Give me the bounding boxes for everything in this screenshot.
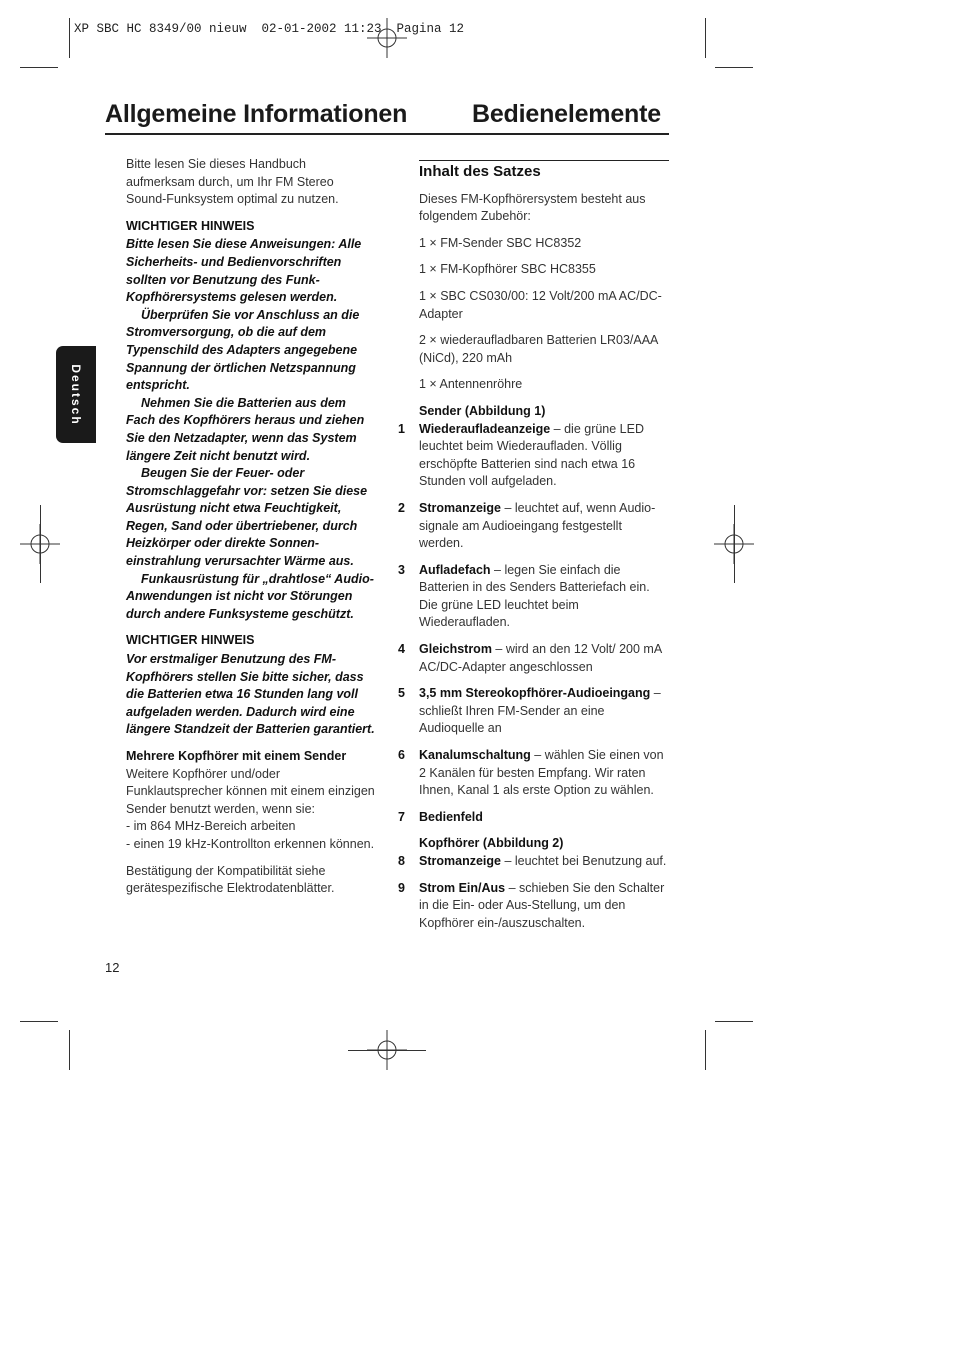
- page-title-left: Allgemeine Informationen: [105, 100, 408, 128]
- item-desc: – wird an den 12 Volt/ 200 mA AC/DC-Adapter angeschlossen: [419, 642, 662, 674]
- print-header: XP SBC HC 8349/00 nieuw 02-01-2002 11:23 Pagina 12: [74, 22, 465, 36]
- item-desc: – die grüne LED leuchtet beim Wiederaufladen. Völlig erschöpfte Batterien sind nach etwa 16 Stunden voll aufgeladen.: [419, 421, 644, 489]
- headphone-item: [398, 880, 669, 933]
- notice1-p3: Nehmen Sie die Batterien aus dem Fach des Kopfhörers heraus und ziehen Sie den Netzadapter, wenn das System längere Zeit nicht benutzt wird.: [126, 395, 365, 463]
- item-desc: – leuchtet bei Benutzung auf.: [500, 854, 667, 868]
- item-term: Kanalumschaltung: [419, 748, 531, 763]
- sender-item: [398, 809, 669, 827]
- headphone-item: [398, 853, 669, 871]
- language-tab: [56, 346, 96, 443]
- multi-bullet: - im 864 MHz-Bereich arbeiten: [126, 819, 296, 834]
- notice1-p2: Überprüfen Sie vor Anschluss an die Stromversorgung, ob die auf dem Typenschild des Adapters angegebene Spannung der örtlichen Netzspannung entspricht.: [126, 307, 360, 393]
- crop-mark: [705, 18, 706, 58]
- crop-mark: [734, 505, 735, 583]
- item-term: Stromanzeige: [419, 854, 501, 868]
- right-column: [398, 163, 669, 941]
- notice2-heading: WICHTIGER HINWEIS: [126, 633, 255, 648]
- notice1-p4: Beugen Sie der Feuer- oder Stromschlaggefahr vor: setzen Sie diese Ausrüstung nicht etwa Feuchtigkeit, Regen, Sand oder übertriebener, durch Heizkörper oder direkte Sonnen-einstrahlung verursachter Wärme aus.: [126, 466, 368, 569]
- notice2-text: Vor erstmaliger Benutzung des FM-Kopfhörers stellen Sie bitte sicher, dass die Batterien etwa 16 Stunden lang voll aufgeladen werden. Dadurch wird eine längere Standzeit der Batterien garantiert.: [126, 652, 375, 737]
- item-term: Bedienfeld: [419, 809, 483, 824]
- page-number: 12: [105, 960, 120, 975]
- crop-mark: [715, 67, 753, 68]
- sender-item: [398, 641, 669, 676]
- left-column: [126, 156, 376, 907]
- crop-mark: [705, 1030, 706, 1070]
- sender-item: [398, 500, 669, 553]
- crop-mark: [348, 1050, 426, 1051]
- item-number: 9: [398, 880, 405, 895]
- crop-mark: [20, 67, 58, 68]
- crop-mark: [69, 18, 70, 58]
- item-number: 6: [398, 748, 405, 763]
- compat-text: Bestätigung der Kompatibilität siehe gerätespezifische Elektrodatenblätter.: [126, 863, 335, 896]
- multi-heading: Mehrere Kopfhörer mit einem Sender: [126, 749, 347, 763]
- item-desc: – schließt Ihren FM-Sender an eine Audioquelle an: [419, 686, 661, 736]
- page-title-right: Bedienelemente: [472, 100, 661, 128]
- item-number: 3: [398, 562, 405, 577]
- item-desc: – legen Sie einfach die Batterien in des Senders Batteriefach ein. Die grüne LED leuchtet beim Wiederaufladen.: [419, 562, 650, 630]
- multi-text: Weitere Kopfhörer und/oder Funklautsprecher können mit einem einzigen Sender benutzt werden, wenn sie:: [126, 766, 375, 816]
- item-desc: – wählen Sie einen von 2 Kanälen für besten Empfang. Wir raten Ihnen, Kanal 1 als erste Option zu wählen.: [419, 748, 664, 798]
- item-term: Stromanzeige: [419, 500, 501, 515]
- notice1-heading: WICHTIGER HINWEIS: [126, 218, 255, 233]
- sender-item: [398, 562, 669, 632]
- contents-item: 1 × FM-Sender SBC HC8352: [419, 235, 582, 250]
- sender-item: [398, 685, 669, 738]
- item-number: 4: [398, 642, 405, 657]
- item-desc: – schieben Sie den Schalter in die Ein- oder Aus-Stellung, um den Kopfhörer ein-/auszuschalten.: [419, 880, 665, 930]
- headphone-heading: Kopfhörer (Abbildung 2): [419, 836, 564, 851]
- notice1-p5: Funkausrüstung für „drahtlose“ Audio-Anwendungen ist nicht vor Störungen durch andere Funksysteme geschützt.: [126, 571, 374, 621]
- contents-heading: Inhalt des Satzes: [419, 163, 541, 180]
- item-number: 5: [398, 686, 405, 701]
- item-number: 2: [398, 500, 405, 515]
- language-tab-label: Deutsch: [69, 363, 83, 426]
- sender-item: [398, 421, 669, 491]
- intro-text: Bitte lesen Sie dieses Handbuch aufmerksam durch, um Ihr FM Stereo Sound-Funksystem optimal zu nutzen.: [126, 157, 339, 207]
- crop-mark: [40, 505, 41, 583]
- contents-item: 2 × wiederaufladbaren Batterien LR03/AAA (NiCd), 220 mAh: [419, 333, 658, 365]
- contents-item: 1 × FM-Kopfhörer SBC HC8355: [419, 262, 596, 277]
- contents-intro: Dieses FM-Kopfhörersystem besteht aus folgendem Zubehör:: [419, 191, 646, 224]
- sender-item: [398, 747, 669, 800]
- item-term: Strom Ein/Aus: [419, 880, 506, 895]
- item-number: 1: [398, 421, 405, 436]
- item-number: 8: [398, 854, 405, 868]
- multi-bullet: - einen 19 kHz-Kontrollton erkennen können.: [126, 836, 375, 851]
- item-term: Wiederaufladeanzeige: [419, 421, 551, 436]
- item-term: Gleichstrom: [419, 642, 492, 657]
- sender-heading: Sender (Abbildung 1): [419, 403, 546, 418]
- item-desc: – leuchtet auf, wenn Audio-signale am Audioeingang festgestellt werden.: [419, 500, 656, 551]
- crop-mark: [69, 1030, 70, 1070]
- item-number: 7: [398, 809, 405, 824]
- registration-mark-icon: [367, 18, 407, 58]
- contents-item: 1 × Antennenröhre: [419, 377, 523, 392]
- crop-mark: [715, 1021, 753, 1022]
- title-rule: [105, 133, 669, 135]
- crop-mark: [20, 1021, 58, 1022]
- section-rule: [419, 160, 669, 161]
- notice1-p1: Bitte lesen Sie diese Anweisungen: Alle Sicherheits- und Bedienvorschriften sollten vor Benutzung des Funk-Kopfhörersystems gelesen werden.: [126, 237, 362, 305]
- item-term: Aufladefach: [419, 562, 491, 577]
- item-term: 3,5 mm Stereokopfhörer-Audioeingang: [419, 686, 651, 701]
- contents-item: 1 × SBC CS030/00: 12 Volt/200 mA AC/DC-Adapter: [419, 288, 662, 321]
